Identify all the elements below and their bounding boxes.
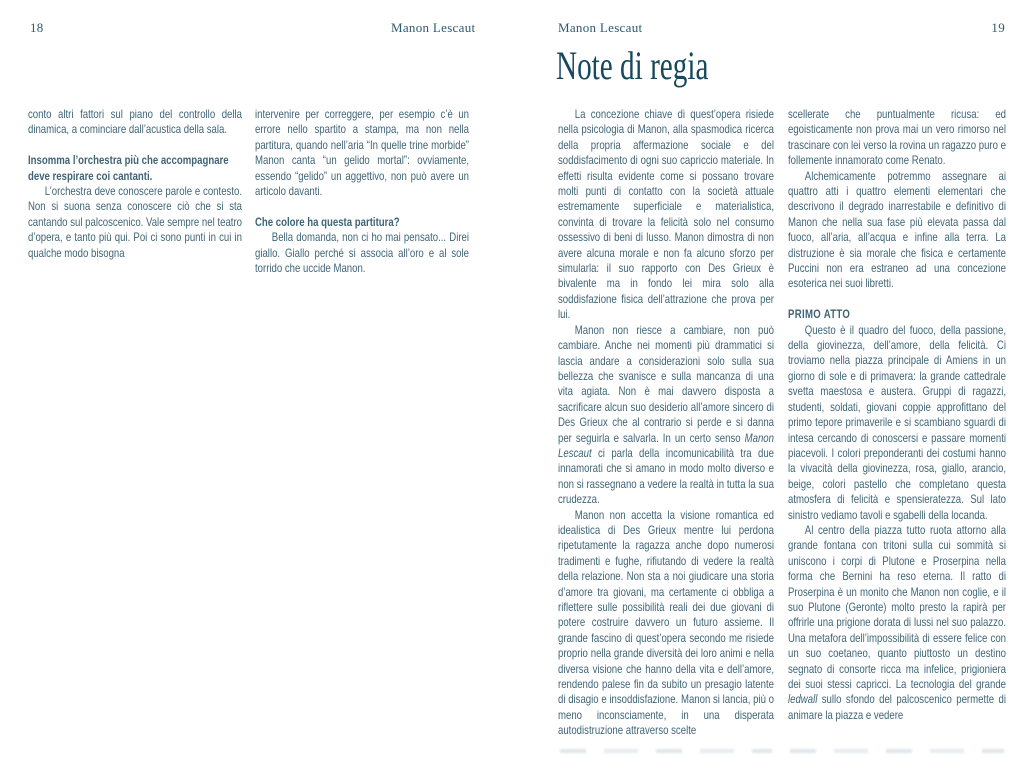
text-run: Manon non riesce a cambiare, non può cambiare. Anche nei momenti più drammatici si lascia andare a considerazioni solo sulla sua bellezza che svanisce e sulla mancanza di una vita agiata. Non è mai davvero disposta a sacrificare alcun suo desiderio all’amore sincero di Des Grieux che al contrario si perde e si danna per seguirla e salvarla. In un certo senso [558,322,774,445]
paragraph-heading [255,215,469,230]
text-run: sullo sfondo del palcoscenico permette di animare la piazza e vedere [788,692,1006,722]
section-title: Note di regia [556,43,709,88]
text-run: Questo è il quadro del fuoco, della passione, della giovinezza, dell’amore, della felicità. Ci troviamo nella piazza principale di Amiens in un giorno di sole e di primavera: la grande cattedrale svetta maestosa e austera. Gruppi di ragazzi, studenti, soldati, giovani coppie approfittano del primo tepore primaverile e si scambiano sguardi di intesa cercando di conoscersi e passare momenti piacevoli. I colori preponderanti dei costumi hanno la vivacità della giovinezza, rosa, giallo, arancio, beige, colori pastello che completano questa atmosfera di felicità e spensieratezza. Sul lato sinistro vediamo tavoli e sgabelli della locanda. [788,322,1006,522]
text-run: PRIMO ATTO [788,307,851,322]
text-column-4-content [788,107,1006,723]
body-paragraph [558,107,774,323]
text-column-2-content [255,107,469,276]
body-paragraph [558,508,774,739]
text-run: Manon non accetta la visione romantica ed idealistica di Des Grieux mentre lui perdona ripetutamente la ragazza anche dopo numerosi tradimenti e fughe, rifiutando di vedere la realtà della relazione. Non sta a noi giudicare una storia d’amore tra giovani, ma certamente ci obbliga a riflettere sulle possibilità reali dei due giovani di potere costruire davvero un futuro assieme. Il grande fascino di quest’opera secondo me risiede proprio nella grande diversità dei loro animi e nella diversa visione che hanno della vita e dell’amore, rendendo palese fin da subito un presagio latente di disagio e insoddisfazione. Manon si lancia, più o meno inconsciamente, in una disperata autodistruzione attraverso scelte [558,507,774,738]
body-paragraph [788,523,1006,723]
text-column-2 [255,107,469,276]
body-paragraph [558,323,774,508]
text-run: Alchemicamente potremmo assegnare ai quattro atti i quattro elementi elementari che descrivono il degrado inarrestabile e definitivo di Manon che nella sua fase più elevata passa dal fuoco, all’aria, all’acqua e infine alla terra. La distruzione è sia morale che fisica e certamente Puccini non era estraneo ad una concezione esoterica nei suoi libretti. [788,168,1006,291]
text-run: conto altri fattori sul piano del controllo della dinamica, a cominciare dall’acustica della sala. [28,107,242,137]
page-number-right: 19 [991,20,1005,35]
text-column-4 [788,107,1006,723]
text-run: La concezione chiave di quest’opera risiede nella psicologia di Manon, alla spasmodica ricerca della propria affermazione sociale e del soddisfacimento di ogni suo capriccio materiale. In effetti risulta evidente come si possano trovare molti punti di contatto con la società attuale estremamente superficiale e materialistica, convinta di trovare la felicità solo nel consumo ossessivo di beni di lusso. Manon dimostra di non avere alcuna morale e non fa alcuno sforzo per simularla: il suo rapporto con Des Grieux è bivalente ma in fondo lei mira solo alla soddisfazione fisica dell’attrazione che prova per lui. [558,107,774,322]
paragraph-heading [28,153,242,184]
text-column-1 [28,107,242,261]
page-bleed-artifact-right [790,749,1004,753]
body-paragraph [788,169,1006,292]
text-run: Insomma l’orchestra più che accompagnare deve respirare coi cantanti. [28,153,229,183]
running-head-right: Manon Lescaut [558,20,643,35]
paragraph-heading [788,307,1006,322]
text-column-1-content [28,107,242,261]
text-column-3-content [558,107,774,739]
text-run: Al centro della piazza tutto ruota attorno alla grande fontana con tritoni sulla cui sommità si uniscono i corpi di Plutone e Proserpina nella forma che Bernini ha reso eterna. Il ratto di Proserpina è un monito che Manon non coglie, e il suo Plutone (Geronte) molto presto la rapirà per offrirle una prigione dorata di lussi nel suo palazzo. Una metafora dell’impossibilità di essere felice con un suo coetaneo, quanto piuttosto un destino segnato di consorte ricca ma infelice, prigioniera dei suoi stessi capricci. La tecnologia del grande [788,522,1006,692]
text-run: scellerate che puntualmente ricusa: ed egoisticamente non prova mai un vero rimorso nel trascinare con lei verso la rovina un ragazzo puro e follemente innamorato come Renato. [788,107,1006,168]
text-run: ci parla della incomunicabilità tra due innamorati che si amano in modo molto diverso e non si rassegnano a vedere la realtà in tutta la sua crudezza. [558,445,774,507]
page-number-left: 18 [30,20,44,35]
text-run: Bella domanda, non ci ho mai pensato... Direi giallo. Giallo perché si associa all’oro e al sole torrido che uccide Manon. [255,230,469,276]
body-paragraph [28,184,242,261]
page-bleed-artifact-left [560,749,772,753]
body-paragraph [788,107,1006,169]
text-run: intervenire per correggere, per esempio c’è un errore nello spartito a stampa, ma non nella partitura, quando nell’aria “In quelle trine morbide” Manon canta “un gelido mortal”: ovviamente, essendo “gelido” un aggettivo, non può avere un articolo davanti. [255,107,469,199]
body-paragraph [255,230,469,276]
body-paragraph [788,323,1006,523]
text-run: L’orchestra deve conoscere parole e contesto. Non si suona senza conoscere ciò che si sta cantando sul palcoscenico. Vale sempre nel teatro d’opera, e tanto più qui. Poi ci sono punti in cui in qualche modo bisogna [28,184,242,260]
italic-text-run: ledwall [788,692,818,707]
body-paragraph [28,107,242,138]
text-run: Che colore ha questa partitura? [255,214,400,229]
italic-text-run: Manon Lescaut [558,430,774,460]
text-column-3 [558,107,774,739]
body-paragraph [255,107,469,199]
running-head-left: Manon Lescaut [391,20,476,35]
